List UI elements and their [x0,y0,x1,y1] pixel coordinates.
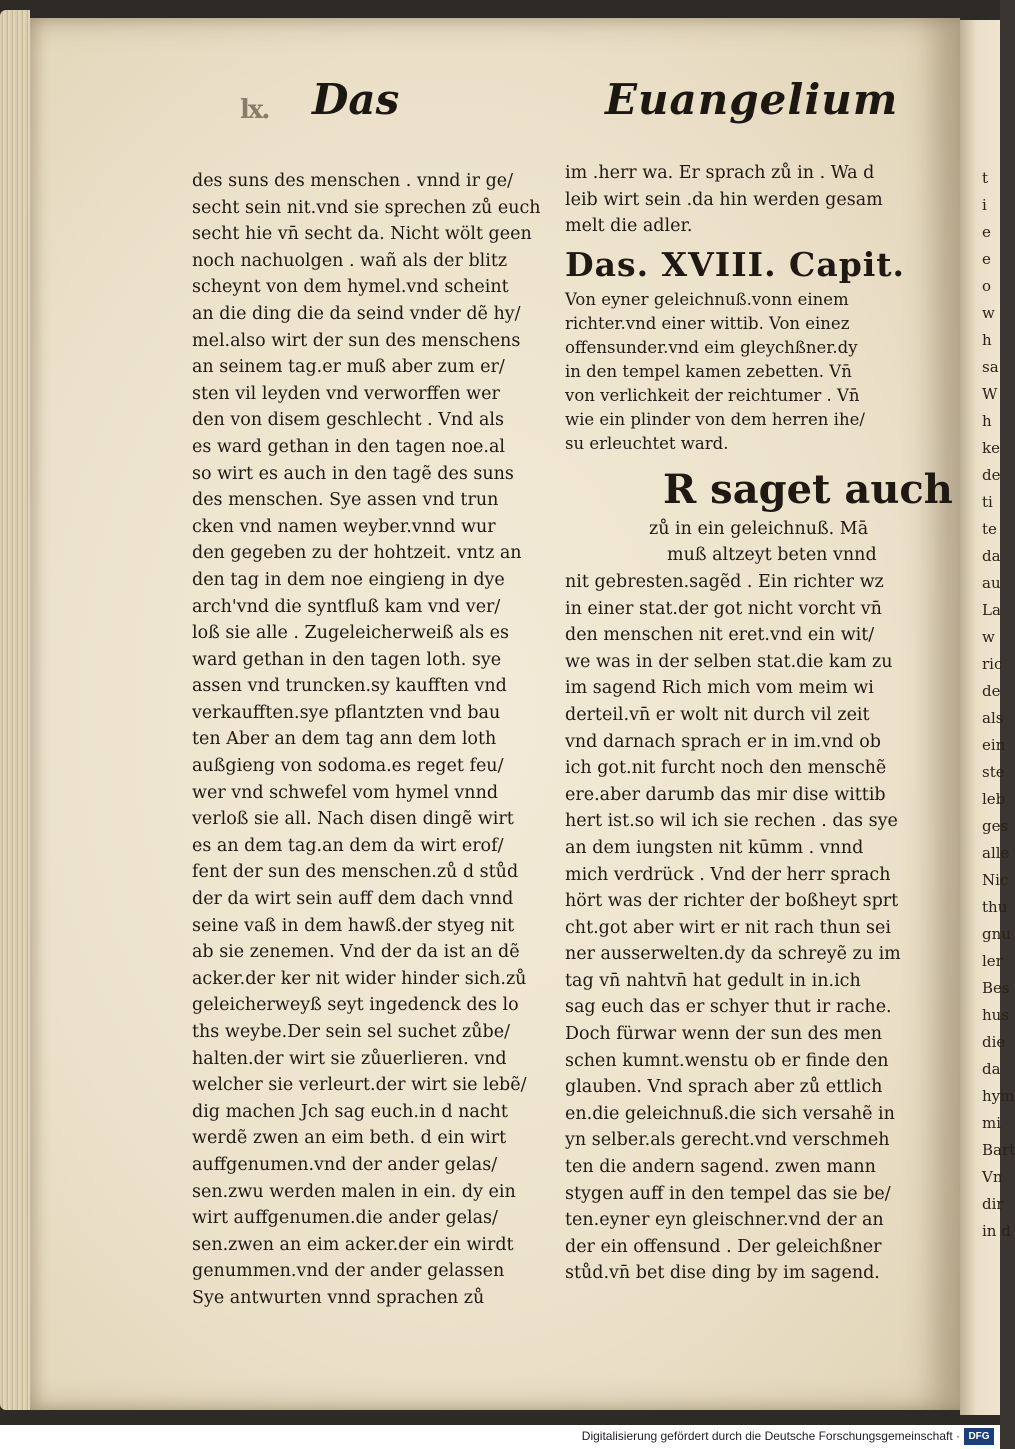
text-line: welcher sie verleurt.der wirt sie lebẽ/ [192,1075,527,1096]
facing-page-fragment: e [982,250,991,268]
text-line: melt die adler. [565,216,693,237]
text-line: in einer stat.der got nicht vorcht vn̄ [565,598,882,619]
summary-line: richter.vnd einer wittib. Von einez [565,313,850,333]
text-line: der da wirt sein auff dem dach vnnd [192,889,514,910]
facing-page-fragment: Bart [982,1141,1015,1159]
header-right-word: Euangelium [605,75,899,124]
text-line: vnd darnach sprach er in im.vnd ob [565,731,882,752]
facing-page-fragment: w [982,304,995,322]
text-line: ab sie zenemen. Vnd der da ist an dẽ [192,942,520,963]
facing-page-fragment: mi [982,1114,1002,1132]
running-header [200,75,899,135]
facing-page-fragment: alle [982,844,1010,862]
text-line: en.die geleichnuß.die sich versahẽ in [565,1103,895,1124]
text-line: an dem iungsten nit kūmm . vnnd [565,837,864,858]
text-line: verkaufften.sye pflantzten vnd bau [192,702,501,723]
text-line: zů in ein geleichnuß. Mā [649,518,869,539]
text-line: stygen auff in den tempel das sie be/ [565,1183,891,1204]
text-line: ward gethan in den tagen loth. sye [192,649,502,670]
text-line: ere.aber darumb das mir dise wittib [565,784,886,805]
text-line: schen kumnt.wenstu ob er finde den [565,1050,889,1071]
facing-page-fragment: ges [982,817,1009,835]
text-line: mel.also wirt der sun des menschens [192,330,521,351]
facing-page-fragment: i [982,196,987,214]
text-line: ten die andern sagend. zwen mann [565,1157,876,1178]
text-line: tag vn̄ nahtvn̄ hat gedult in in.ich [565,970,861,991]
text-line: außgieng von sodoma.es reget feu/ [192,756,504,777]
facing-page-fragment: da [982,547,1001,565]
facing-page-fragment: e [982,223,991,241]
facing-page-fragment: Bes [982,979,1010,997]
text-line: derteil.vn̄ er wolt nit durch vil zeit [565,704,870,725]
text-line: ner ausserwelten.dy da schreyẽ zu im [565,944,901,965]
text-line: seine vaß in dem hawß.der styeg nit [192,915,515,936]
text-line: sten vil leyden vnd verworffen wer [192,383,500,404]
text-line: den tag in dem noe eingieng in dye [192,569,505,590]
summary-line: Von eyner geleichnuß.vonn einem [565,289,849,309]
facing-page-fragment: h [982,412,992,430]
text-line: an seinem tag.er muß aber zum er/ [192,357,505,378]
text-line: im sagend Rich mich vom meim wi [565,678,874,699]
text-line: cht.got aber wirt er nit rach thun sei [565,917,891,938]
facing-page-fragment: de [982,466,1001,484]
text-line: hert ist.so wil ich sie rechen . das sye [565,811,898,832]
text-line: des menschen. Sye assen vnd trun [192,490,499,511]
text-line: fent der sun des menschen.zů d stůd [192,862,519,883]
page-edges [0,10,30,1410]
text-line: loß sie alle . Zugeleicherweiß als es [192,623,509,644]
text-line: ths weybe.Der sein sel suchet zůbe/ [192,1022,510,1042]
facing-page-fragment: Nic [982,871,1009,889]
text-line: stůd.vn̄ bet dise ding by im sagend. [565,1263,880,1284]
text-line: ten Aber an dem tag ann dem loth [192,729,497,750]
facing-page-fragment: leb [982,790,1006,808]
facing-page-fragment: te [982,520,997,538]
text-line: sen.zwen an eim acker.der ein wirdt [192,1234,514,1255]
text-line: es an dem tag.an dem da wirt erof/ [192,835,504,856]
text-line: glauben. Vnd sprach aber zů ettlich [565,1077,883,1098]
text-line: cken vnd namen weyber.vnnd wur [192,516,496,537]
left-text-column [192,168,541,1312]
text-line: acker.der ker nit wider hinder sich.zů [192,968,527,989]
text-line: secht hie vn̄ secht da. Nicht wölt geen [192,224,532,245]
facing-page-fragment: ke [982,439,1000,457]
facing-page-fragment: als [982,709,1004,727]
text-line: scheynt von dem hymel.vnd scheint [192,277,509,298]
chapter-summary [565,288,905,456]
text-line: der ein offensund . Der geleichßner [565,1236,882,1257]
text-line: den gegeben zu der hohtzeit. vntz an [192,543,522,564]
facing-page-fragment: Vn [982,1168,1003,1186]
facing-page-fragment: au [982,574,1001,592]
text-line: mich verdrück . Vnd der herr sprach [565,864,891,885]
initial-line: R saget auch [663,465,953,513]
text-line: den menschen nit eret.vnd ein wit/ [565,625,875,646]
indented-lines [565,516,905,569]
text-line: an die ding die da seind vnder dẽ hy/ [192,303,521,324]
text-line: wer vnd schwefel vom hymel vnnd [192,782,499,803]
text-line: we was in der selben stat.die kam zu [565,651,893,672]
facing-page-fragment: La [982,601,1001,619]
facing-page-fragment: de [982,682,1001,700]
text-line: so wirt es auch in den tagẽ des suns [192,463,514,484]
right-column-top-lines [565,160,905,240]
text-line: genummen.vnd der ander gelassen [192,1261,505,1282]
facing-page-fragment: in d [982,1222,1011,1240]
text-line: auffgenumen.vnd der ander gelas/ [192,1154,498,1175]
facing-page-fragment: ler [982,952,1003,970]
facing-page-fragment: ein [982,736,1006,754]
text-line: halten.der wirt sie zůuerlieren. vnd [192,1048,507,1069]
facing-page-fragment: ti [982,493,993,511]
text-line: es ward gethan in den tagen noe.al [192,436,506,457]
facing-page-fragment: hym [982,1087,1015,1105]
text-line: sen.zwu werden malen in ein. dy ein [192,1181,516,1202]
facing-page-fragment: w [982,628,995,646]
facing-page-fragment: die [982,1033,1006,1051]
text-line: verloß sie all. Nach disen dingẽ wirt [192,809,514,830]
text-line: nit gebresten.sagẽd . Ein richter wz [565,571,884,592]
text-line: ten.eyner eyn gleischner.vnd der an [565,1210,884,1231]
chapter-title: Das. XVIII. Capit. [565,244,906,284]
text-line: yn selber.als gerecht.vnd verschmeh [565,1130,890,1151]
dfg-logo: DFG [964,1428,994,1445]
text-line: hört was der richter der boßheyt sprt [565,891,899,912]
facing-page-fragment: ric [982,655,1003,673]
text-line: geleicherweyß seyt ingedenck des lo [192,995,519,1016]
text-line: secht sein nit.vnd sie sprechen zů euch [192,197,541,218]
facing-page-fragment: gnu [982,925,1011,943]
facing-page-fragment: dir [982,1195,1004,1213]
facing-page-fragment: sa [982,358,999,376]
text-line: sag euch das er schyer thut ir rache. [565,997,892,1018]
folio-number: lx. [240,95,269,125]
summary-line: offensunder.vnd eim gleychßner.dy [565,337,858,357]
text-line: leib wirt sein .da hin werden gesam [565,189,883,210]
text-line: ich got.nit furcht noch den menschẽ [565,758,887,779]
footer-credit: Digitalisierung gefördert durch die Deutsche Forschungsgemeinschaft · [581,1429,960,1443]
text-line: muß altzeyt beten vnnd [667,545,877,566]
facing-page-fragment: h [982,331,992,349]
text-line: noch nachuolgen . wañ als der blitz [192,250,508,271]
facing-page-fragment: o [982,277,992,295]
right-column-body [565,569,905,1287]
text-line: Sye antwurten vnnd sprachen zů [192,1287,485,1308]
text-line: Doch fürwar wenn der sun des men [565,1024,882,1045]
summary-line: von verlichkeit der reichtumer . Vn̄ [565,385,860,405]
facing-page-strip [960,20,1015,1415]
footer-bar [0,1425,1000,1449]
text-line: werdẽ zwen an eim beth. d ein wirt [192,1128,507,1149]
right-text-column [565,160,953,1287]
text-line: im .herr wa. Er sprach zů in . Wa d [565,163,875,183]
facing-page-fragment: t [982,169,989,187]
facing-page-fragment: ste [982,763,1005,781]
summary-line: in den tempel kamen zebetten. Vn̄ [565,361,852,381]
text-line: wirt auffgenumen.die ander gelas/ [192,1208,498,1229]
facing-page-fragment: da [982,1060,1001,1078]
facing-page-fragment: thu [982,898,1008,916]
text-line: den von disem geschlecht . Vnd als [192,410,504,431]
facing-page-fragment: W [982,385,998,403]
text-line: dig machen Jch sag euch.in d nacht [192,1101,508,1122]
summary-line: wie ein plinder von dem herren ihe/ [565,409,865,429]
summary-line: su erleuchtet ward. [565,433,729,453]
text-line: assen vnd truncken.sy kaufften vnd [192,676,507,697]
text-line: des suns des menschen . vnnd ir ge/ [192,171,514,191]
text-line: arch'vnd die syntfluß kam vnd ver/ [192,596,501,617]
header-left-word: Das [312,75,400,124]
facing-page-fragment: hus [982,1006,1010,1024]
